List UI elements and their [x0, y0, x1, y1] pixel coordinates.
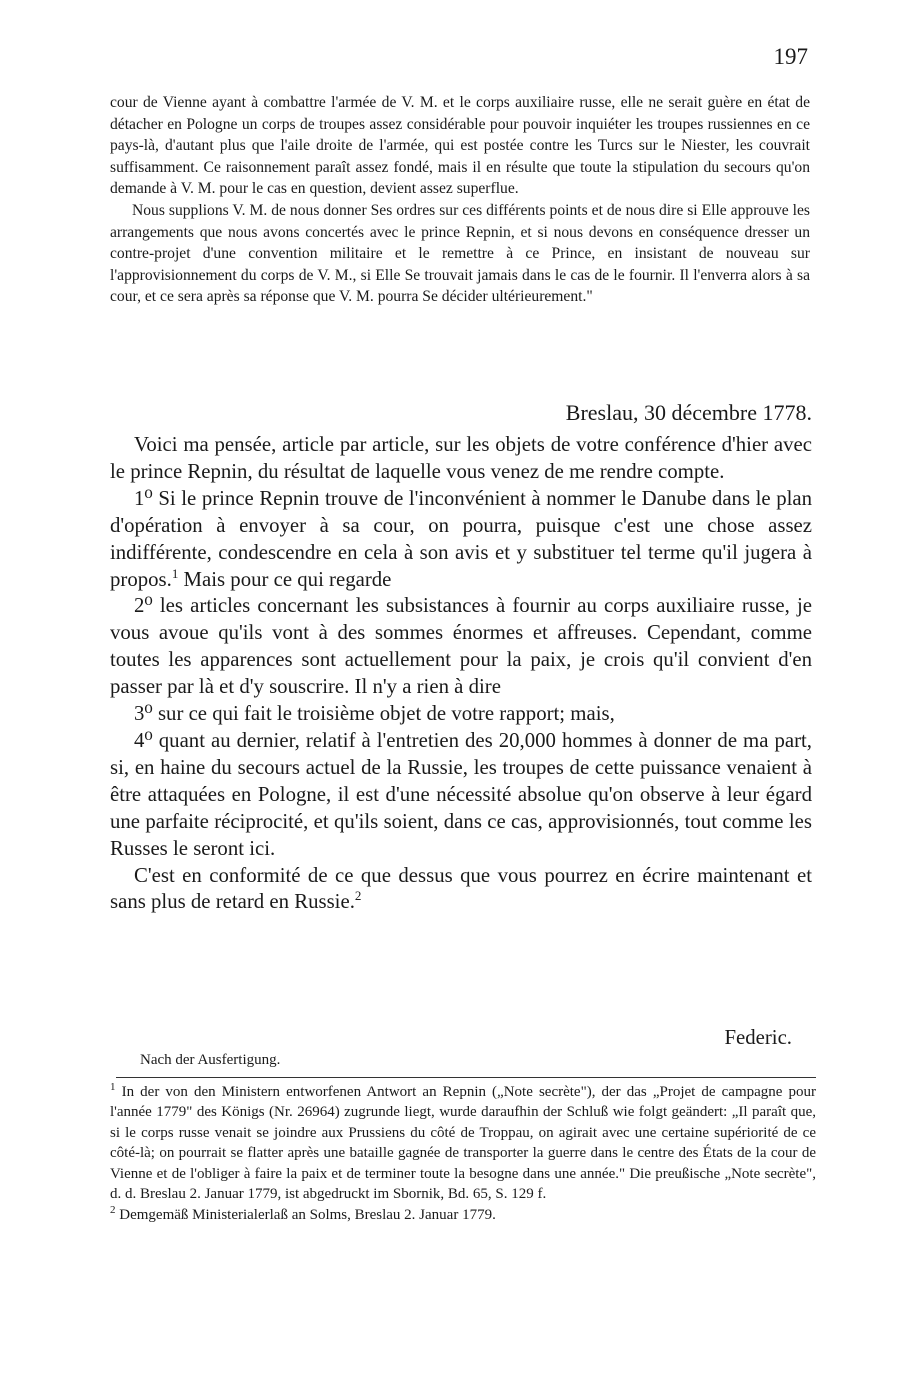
letter-paragraph-2	[110, 486, 812, 594]
footnote-2	[110, 1205, 816, 1225]
report-paragraph-1: cour de Vienne ayant à combattre l'armée de V. M. et le corps auxiliaire russe, elle ne serait guère en état de détacher en Pologne un corps de troupes assez considérable pour pouvoir inquiéter les troupes russiennes en ce pays-là, d'autant plus que l'aile droite de l'armée, qui est postée contre les Turcs sur le Niester, les couvrait suffisamment. Ce raisonnement paraît assez fondé, mais il en résulte que toute la stipulation du secours qu'on demande à V. M. pour le cas en question, devient assez superflue.	[110, 94, 810, 198]
footnote-1	[110, 1082, 816, 1204]
report-paragraph-2: Nous supplions V. M. de nous donner Ses ordres sur ces différents points et de nous dire si Elle approuve les arrangements que nous avons concertés avec le prince Repnin, et si nous devons en conséquence dresser un contre-projet d'une convention militaire et le remettre à ce Prince, en insistant de nouveau sur l'approvisionnement du corps de V. M., si Elle Se trouvait jamais dans le cas de le fournir. Il l'enverra alors à sa cour, et ce sera après sa réponse que V. M. pourra Se décider ultérieurement."	[110, 201, 810, 306]
footnotes	[110, 1082, 816, 1227]
letter-paragraph-3	[110, 593, 812, 701]
signature: Federic.	[724, 1026, 792, 1049]
source-note: Nach der Ausfertigung.	[140, 1052, 281, 1068]
footnote-2-mark: 2	[110, 1204, 116, 1217]
article-number-1: 1⁰	[134, 486, 153, 510]
letter-paragraph-2-text: Si le prince Repnin trouve de l'inconvénient à nommer le Danube dans le plan d'opération à envoyer à sa cour, on pourra, puisque c'est une chose assez indifférente, condescendre en cela à son avis et y substituer tel terme qu'il jugera à propos.	[110, 486, 812, 591]
letter-paragraph-4	[110, 701, 812, 728]
article-number-4: 4⁰	[134, 728, 153, 752]
letter-paragraph-1: Voici ma pensée, article par article, sur les objets de votre conférence d'hier avec le prince Repnin, du résultat de laquelle vous venez de me rendre compte.	[110, 433, 812, 483]
letter-paragraph-2-tail: Mais pour ce qui regarde	[178, 567, 392, 591]
letter-paragraph-6-text: C'est en conformité de ce que dessus que vous pourrez en écrire maintenant et sans plus de retard en Russie.	[110, 863, 812, 914]
letter-body	[110, 432, 812, 916]
letter-paragraph-4-text: sur ce qui fait le troisième objet de votre rapport; mais,	[157, 702, 615, 726]
letter-paragraph-3-text: les articles concernant les subsistances à fournir au corps auxiliaire russe, je vous avoue qu'ils vont à des sommes énormes et affreuses. Cependant, comme toutes les apparences sont actuellement pour la paix, je crois qu'il convient d'en passer par là et d'y souscrire. Il n'y a rien à dire	[110, 594, 812, 699]
article-number-3: 3⁰	[134, 702, 153, 726]
footnote-ref-2: 2	[354, 888, 362, 904]
letter-paragraph-5	[110, 728, 812, 863]
footnote-1-text: In der von den Ministern entworfenen Antwort an Repnin („Note secrète"), der das „Projet de campagne pour l'année 1779" des Königs (Nr. 26964) zugrunde liegt, wurde daraufhin der Schluß wie folgt geändert: „Il paraît que, si le corps russe venait se joindre aux Prussiens du côté de Troppau, on agirait avec une certaine supériorité de ce côté-là; on pourrait se flatter après une bataille gagnée de transporter la guerre dans le centre des États de la cour de Vienne et de l'obliger à faire la paix et de terminer toute la besogne dans une année." Die preußische „Note secrète", d. d. Breslau 2. Januar 1779, ist abgedruckt im Sbornik, Bd. 65, S. 129 f.	[110, 1084, 817, 1203]
footnote-ref-1: 1	[171, 565, 179, 581]
letter-paragraph-6	[110, 863, 812, 917]
footnote-2-text: Demgemäß Ministerialerlaß an Solms, Breslau 2. Januar 1779.	[119, 1207, 496, 1224]
letter-paragraph-5-text: quant au dernier, relatif à l'entretien des 20,000 hommes à donner de ma part, si, en haine du secours actuel de la Russie, les troupes de cette puissance venaient à être attaquées en Pologne, il est d'une nécessité absolue qu'on observe à leur égard une parfaite réciprocité, et qu'ils soient, dans ce cas, approvisionnés, tout comme les Russes le seront ici.	[110, 728, 813, 860]
article-number-2: 2⁰	[134, 594, 153, 618]
page-number: 197	[773, 44, 808, 69]
dateline: Breslau, 30 décembre 1778.	[565, 400, 812, 425]
footnote-divider	[116, 1077, 816, 1078]
footnote-1-mark: 1	[110, 1081, 116, 1093]
ministers-report	[110, 92, 810, 308]
